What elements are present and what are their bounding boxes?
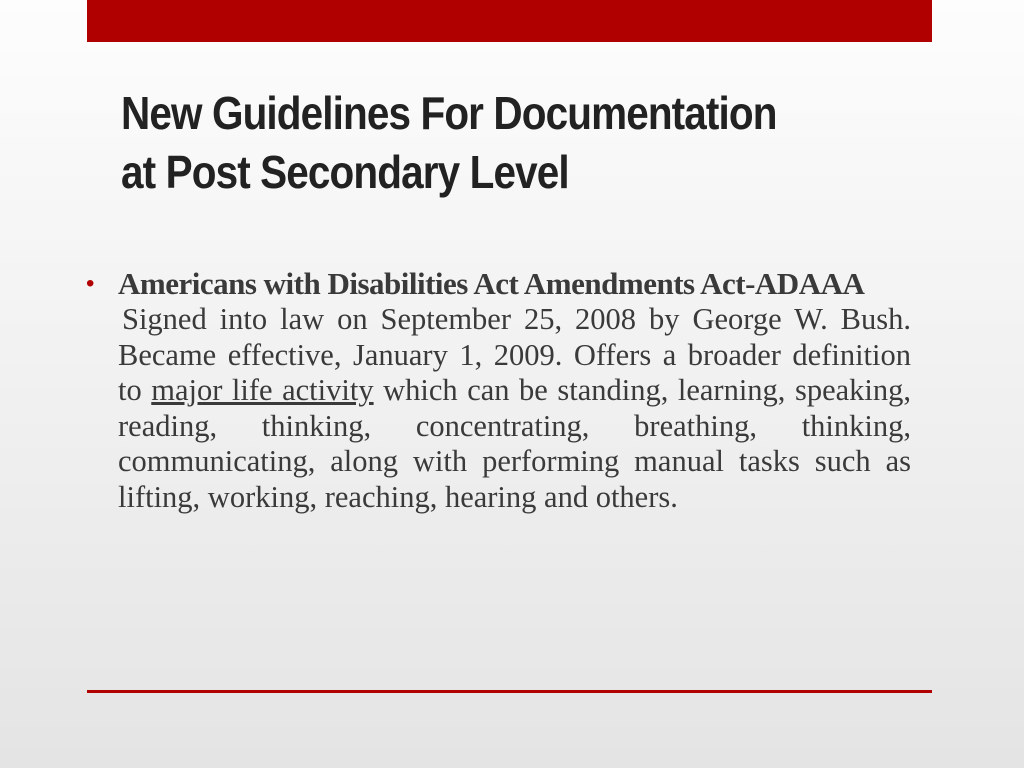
bullet-heading: Americans with Disabilities Act Amendments Act-ADAAA [118, 266, 865, 301]
bullet-icon: • [86, 270, 95, 297]
slide-content [86, 266, 911, 515]
body-text-underlined: major life activity [151, 373, 374, 407]
bottom-divider [87, 690, 932, 693]
body-text-before: Signed into law on September 25, 2008 by George W. Bush. Became effective, January 1, 2009. Offers a broader definition to [118, 302, 911, 407]
slide-title-line-2: at Post Secondary Level [121, 146, 569, 198]
top-accent-bar [87, 0, 932, 42]
body-text-after: which can be standing, learning, speaking, reading, thinking, concentrating, breathing, thinking, communicating, along with performing manual tasks such as lifting, working, reaching, hearing and others. [118, 373, 911, 514]
slide-title [121, 84, 843, 202]
bullet-body [118, 302, 911, 515]
slide-title-line-1: New Guidelines For Documentation [121, 87, 777, 139]
bullet-item [86, 266, 911, 302]
